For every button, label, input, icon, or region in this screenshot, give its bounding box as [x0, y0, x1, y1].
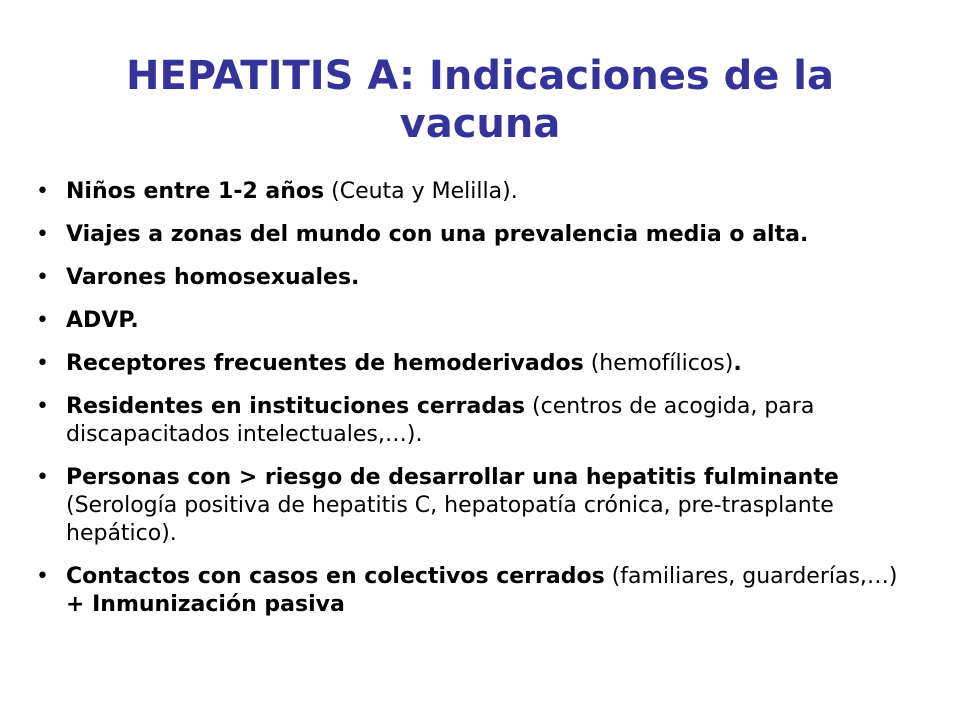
bullet-bold-text: Varones homosexuales. [66, 265, 360, 290]
bullet-list [36, 178, 920, 634]
bullet-dot: • [36, 394, 49, 419]
bullet-bold-text: Viajes a zonas del mundo con una prevalencia media o alta. [66, 222, 809, 247]
bullet-item [36, 350, 920, 378]
bullet-bold-text-2: + Inmunización pasiva [66, 592, 345, 617]
bullet-bold-text: Contactos con casos en colectivos cerrados [66, 564, 605, 589]
bullet-dot: • [36, 351, 49, 376]
bullet-item [36, 264, 920, 292]
bullet-item [36, 393, 920, 449]
bullet-normal-text: (centros de acogida, para discapacitados intelectuales,…). [66, 394, 815, 447]
bullet-item [36, 563, 920, 619]
bullet-item [36, 221, 920, 249]
bullet-bold-text: Receptores frecuentes de hemoderivados [66, 351, 584, 376]
bullet-dot: • [36, 465, 49, 490]
bullet-dot: • [36, 179, 49, 204]
bullet-normal-text: (hemofílicos) [583, 351, 734, 376]
bullet-bold-text: Niños entre 1-2 años [66, 179, 325, 204]
bullet-normal-text: (familiares, guarderías,…) [604, 564, 898, 589]
bullet-dot: • [36, 222, 49, 247]
bullet-bold-text-2: . [733, 351, 742, 376]
bullet-item [36, 464, 920, 548]
bullet-bold-text: Personas con > riesgo de desarrollar una hepatitis fulminante [66, 465, 839, 490]
bullet-dot: • [36, 265, 49, 290]
bullet-dot: • [36, 564, 49, 589]
bullet-normal-text: (Ceuta y Melilla). [324, 179, 518, 204]
bullet-item [36, 307, 920, 335]
bullet-normal-text: (Serología positiva de hepatitis C, hepatopatía crónica, pre-trasplante hepático). [66, 493, 834, 546]
bullet-dot: • [36, 308, 49, 333]
bullet-item [36, 178, 920, 206]
bullet-bold-text: Residentes en instituciones cerradas [66, 394, 526, 419]
bullet-bold-text: ADVP. [66, 308, 139, 333]
slide-title: HEPATITIS A: Indicaciones de la vacuna [125, 53, 835, 147]
